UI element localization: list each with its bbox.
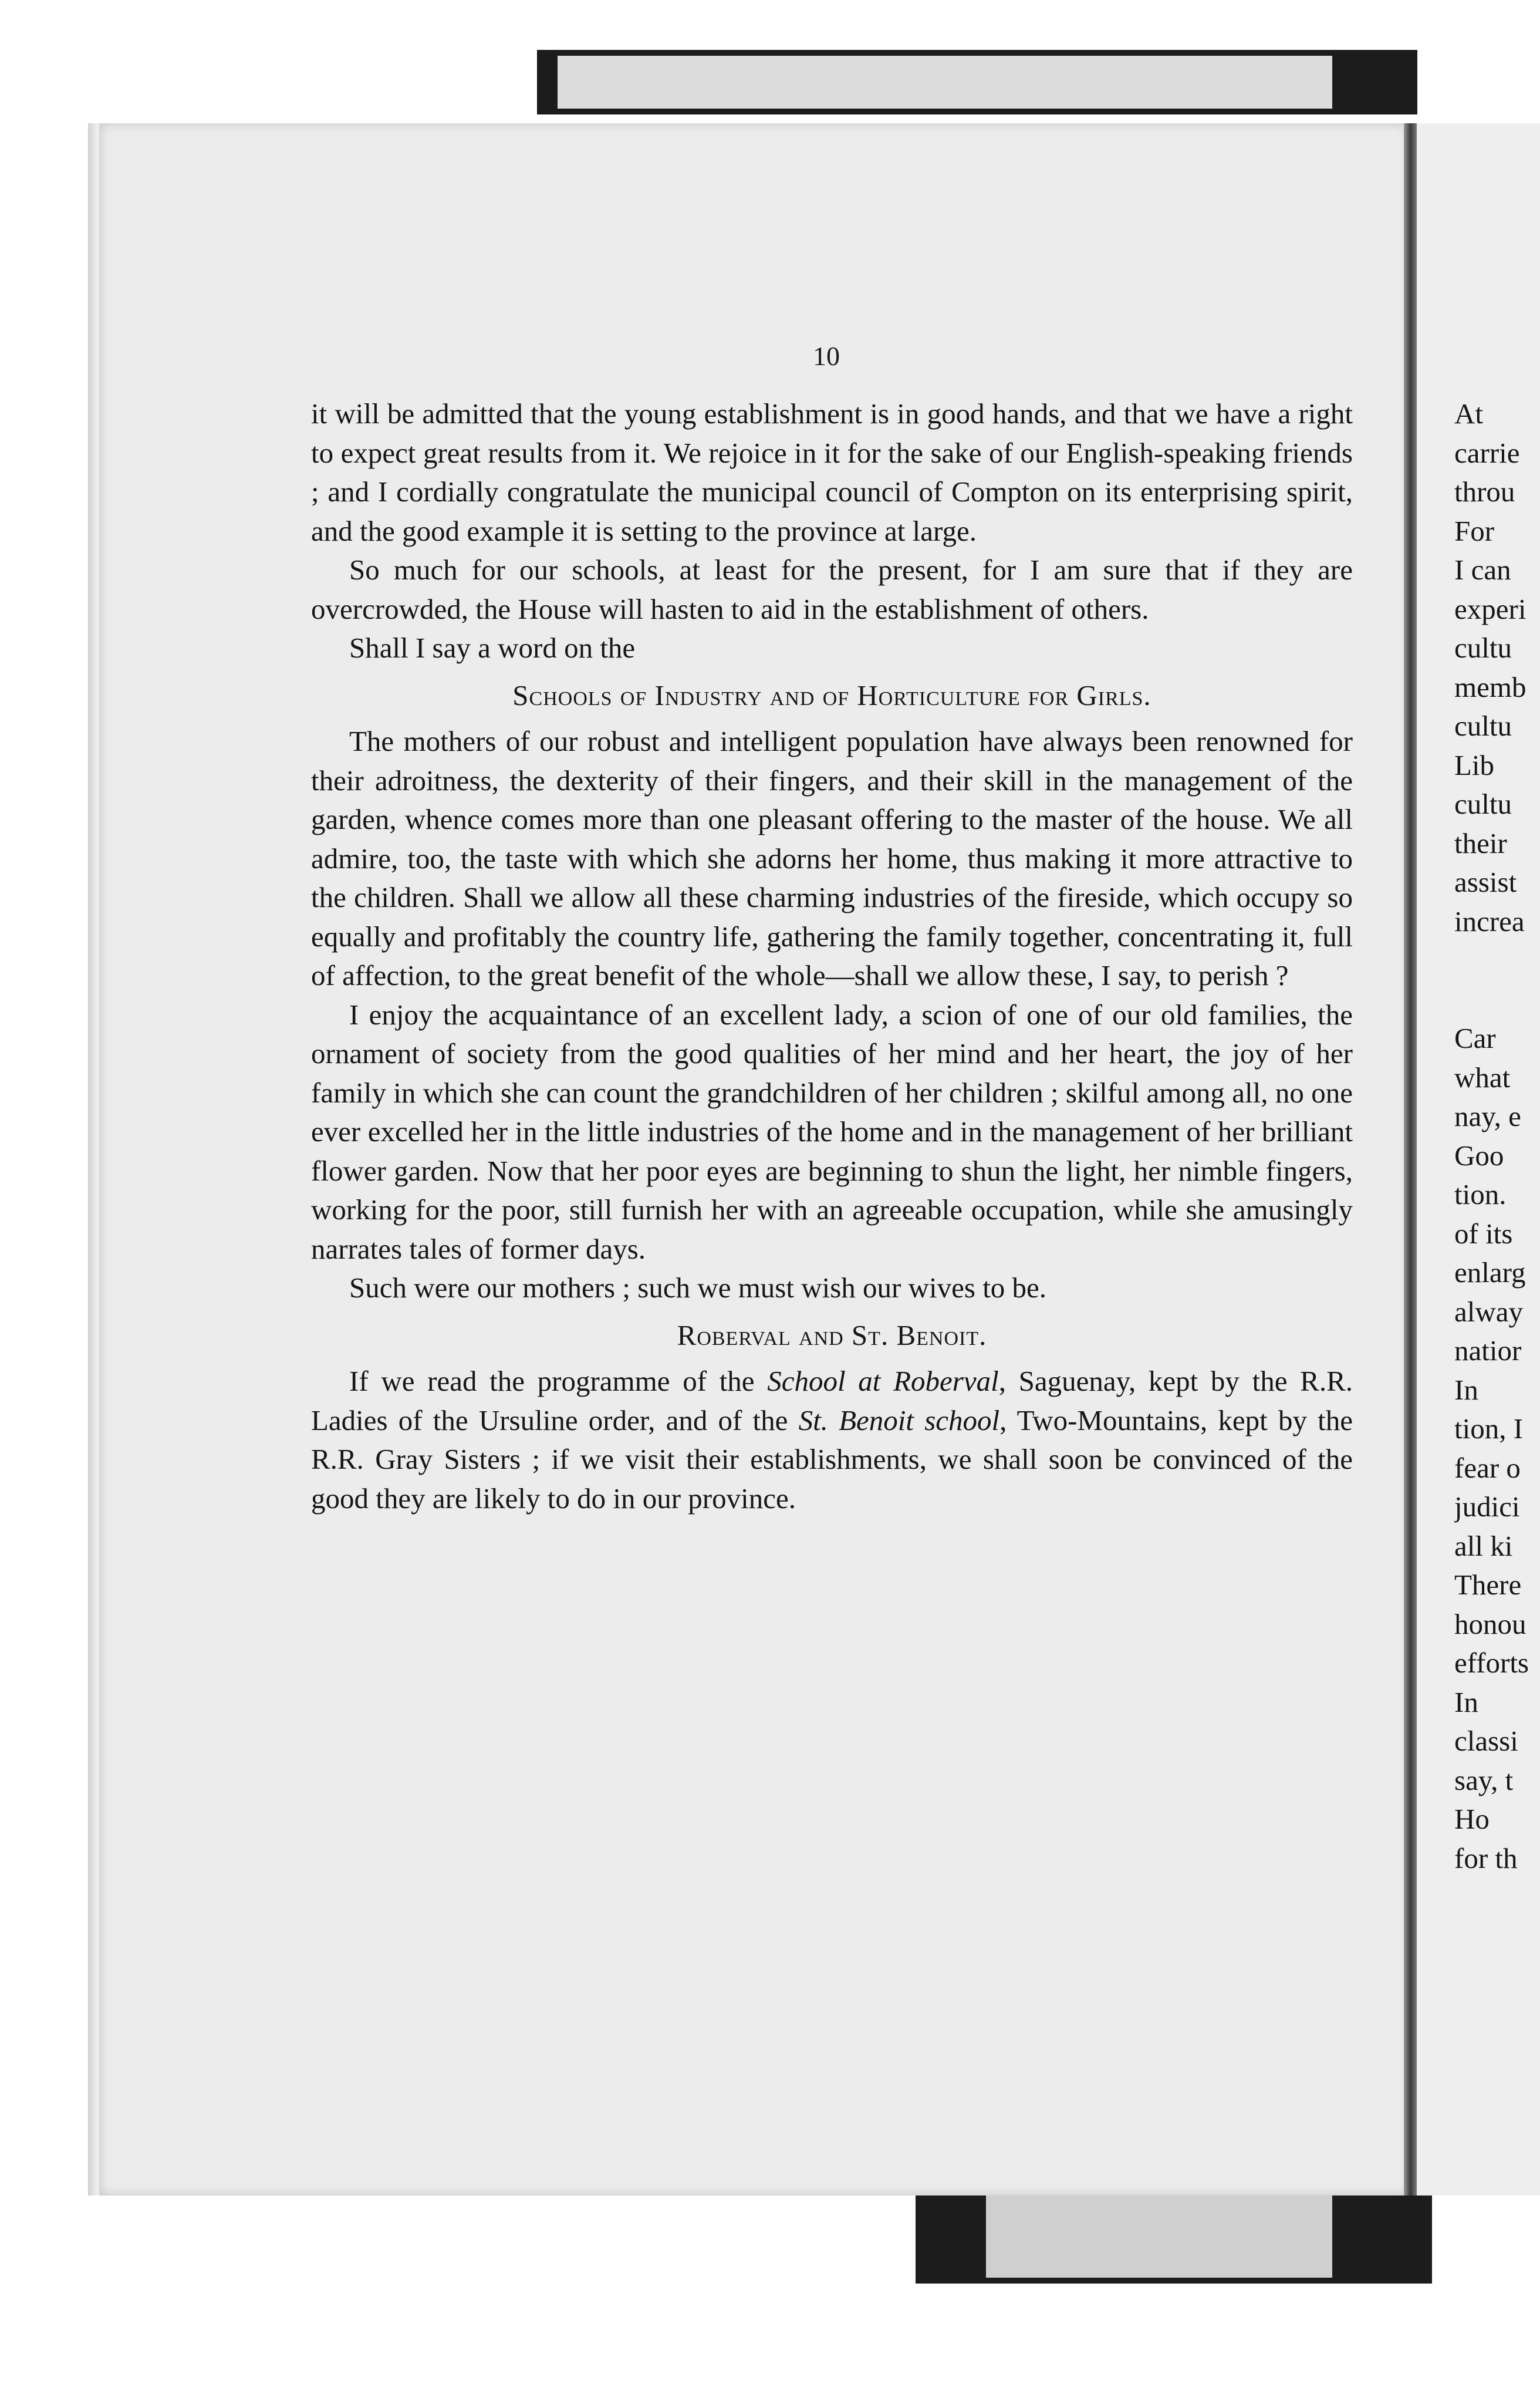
text-run: , Two-Mountains, kept by the R.R. Gray Sisters ; if we visit their establishments, we shall soon be convinced of the good they are likely to do in our province.	[311, 1404, 1353, 1515]
facing-page-line: classi	[1454, 1725, 1518, 1757]
facing-page-line: of its	[1454, 1217, 1513, 1250]
paragraph: Shall I say a word on the	[349, 632, 636, 664]
facing-page-line: increa	[1454, 905, 1525, 937]
paragraph: So much for our schools, at least for the present, for I am sure that if they are overcrowded, the House will hasten to aid in the establishment of others.	[311, 554, 1353, 625]
italic-text: School at Roberval	[767, 1365, 999, 1397]
facing-page-line: Goo	[1454, 1139, 1504, 1172]
facing-page-line: tion.	[1454, 1178, 1507, 1210]
section-heading: Roberval and St. Benoit.	[677, 1318, 987, 1351]
facing-page-line: Car	[1454, 1022, 1496, 1054]
facing-page-text	[1454, 394, 1540, 1878]
book-gutter	[1404, 123, 1417, 2195]
facing-page-line: enlarg	[1454, 1256, 1526, 1289]
facing-page-line: fear o	[1454, 1451, 1521, 1484]
facing-page-line: Lib	[1454, 748, 1495, 781]
facing-page-line: assist	[1454, 866, 1517, 898]
facing-page-line: There	[1454, 1569, 1522, 1601]
facing-page-line: experi	[1454, 592, 1527, 625]
facing-page-line	[1454, 980, 1540, 1020]
section-heading: Schools of Industry and of Horticulture for Girls.	[512, 679, 1151, 711]
facing-page-line: all ki	[1454, 1529, 1513, 1562]
page-text	[311, 394, 1353, 1518]
facing-page-line: memb	[1454, 670, 1527, 703]
facing-page-line: efforts	[1454, 1647, 1529, 1679]
facing-page-line: their	[1454, 827, 1507, 859]
facing-page-line: For	[1454, 514, 1495, 547]
facing-page-line: In	[1454, 1685, 1478, 1718]
facing-page-line: cultu	[1454, 788, 1512, 820]
facing-page-line: Ho	[1454, 1803, 1490, 1835]
facing-page-line: natior	[1454, 1334, 1522, 1367]
facing-page-line: tion, I	[1454, 1412, 1524, 1445]
facing-page-line: cultu	[1454, 632, 1512, 664]
text-run: If we read the programme of the	[349, 1365, 768, 1397]
facing-page-line: throu	[1454, 475, 1515, 508]
facing-page-line: say, t	[1454, 1763, 1514, 1796]
facing-page-line: I can	[1454, 554, 1511, 586]
paragraph: Such were our mothers ; such we must wish our wives to be.	[349, 1272, 1047, 1304]
facing-page-line: cultu	[1454, 710, 1512, 742]
facing-page-line: carrie	[1454, 436, 1520, 469]
facing-page-line	[1454, 941, 1540, 980]
facing-page-line: nay, e	[1454, 1100, 1521, 1132]
facing-page-line: At	[1454, 397, 1483, 430]
facing-page-line: judici	[1454, 1490, 1520, 1523]
facing-page-line: for th	[1454, 1842, 1518, 1874]
facing-page-line: what	[1454, 1061, 1511, 1094]
facing-page-line: honou	[1454, 1607, 1527, 1640]
paragraph: The mothers of our robust and intelligent population have always been renowned for their adroitness, the dexterity of their fingers, and their skill in the management of the garden, whence comes more than one pleasant offering to the master of the house. We all admire, too, the taste with which she adorns her home, thus making it more attractive to the children. Shall we allow all these charming industries of the fireside, which occupy so equally and profitably the country life, gathering the family together, concentrating it, full of affection, to the great benefit of the whole—shall we allow these, I say, to perish ?	[311, 725, 1353, 991]
text-run: , Saguenay, kept by the R.R. Ladies of the Ursuline order, and of the	[311, 1365, 1353, 1436]
page-number: 10	[813, 341, 840, 371]
facing-page-line: In	[1454, 1373, 1478, 1406]
italic-text: St. Benoit school	[798, 1404, 1000, 1436]
facing-page-line: alway	[1454, 1295, 1523, 1328]
paragraph: I enjoy the acquaintance of an excellent lady, a scion of one of our old families, the ornament of society from the good qualities of her mind and her heart, the joy of her family in which she can count the grandchildren of her children ; skilful among all, no one ever excelled her in the little industries of the home and in the management of her brilliant flower garden. Now that her poor eyes are beginning to shun the light, her nimble fingers, working for the poor, still furnish her with an agreeable occupation, while she amusingly narrates tales of former days.	[311, 998, 1353, 1265]
binding-cloth-top	[558, 56, 1332, 109]
paragraph	[311, 1362, 1353, 1518]
paragraph: it will be admitted that the young establishment is in good hands, and that we have a right to expect great results from it. We rejoice in it for the sake of our English-speaking friends ; and I cordially congratulate the municipal council of Compton on its enterprising spirit, and the good example it is setting to the province at large.	[311, 397, 1353, 547]
